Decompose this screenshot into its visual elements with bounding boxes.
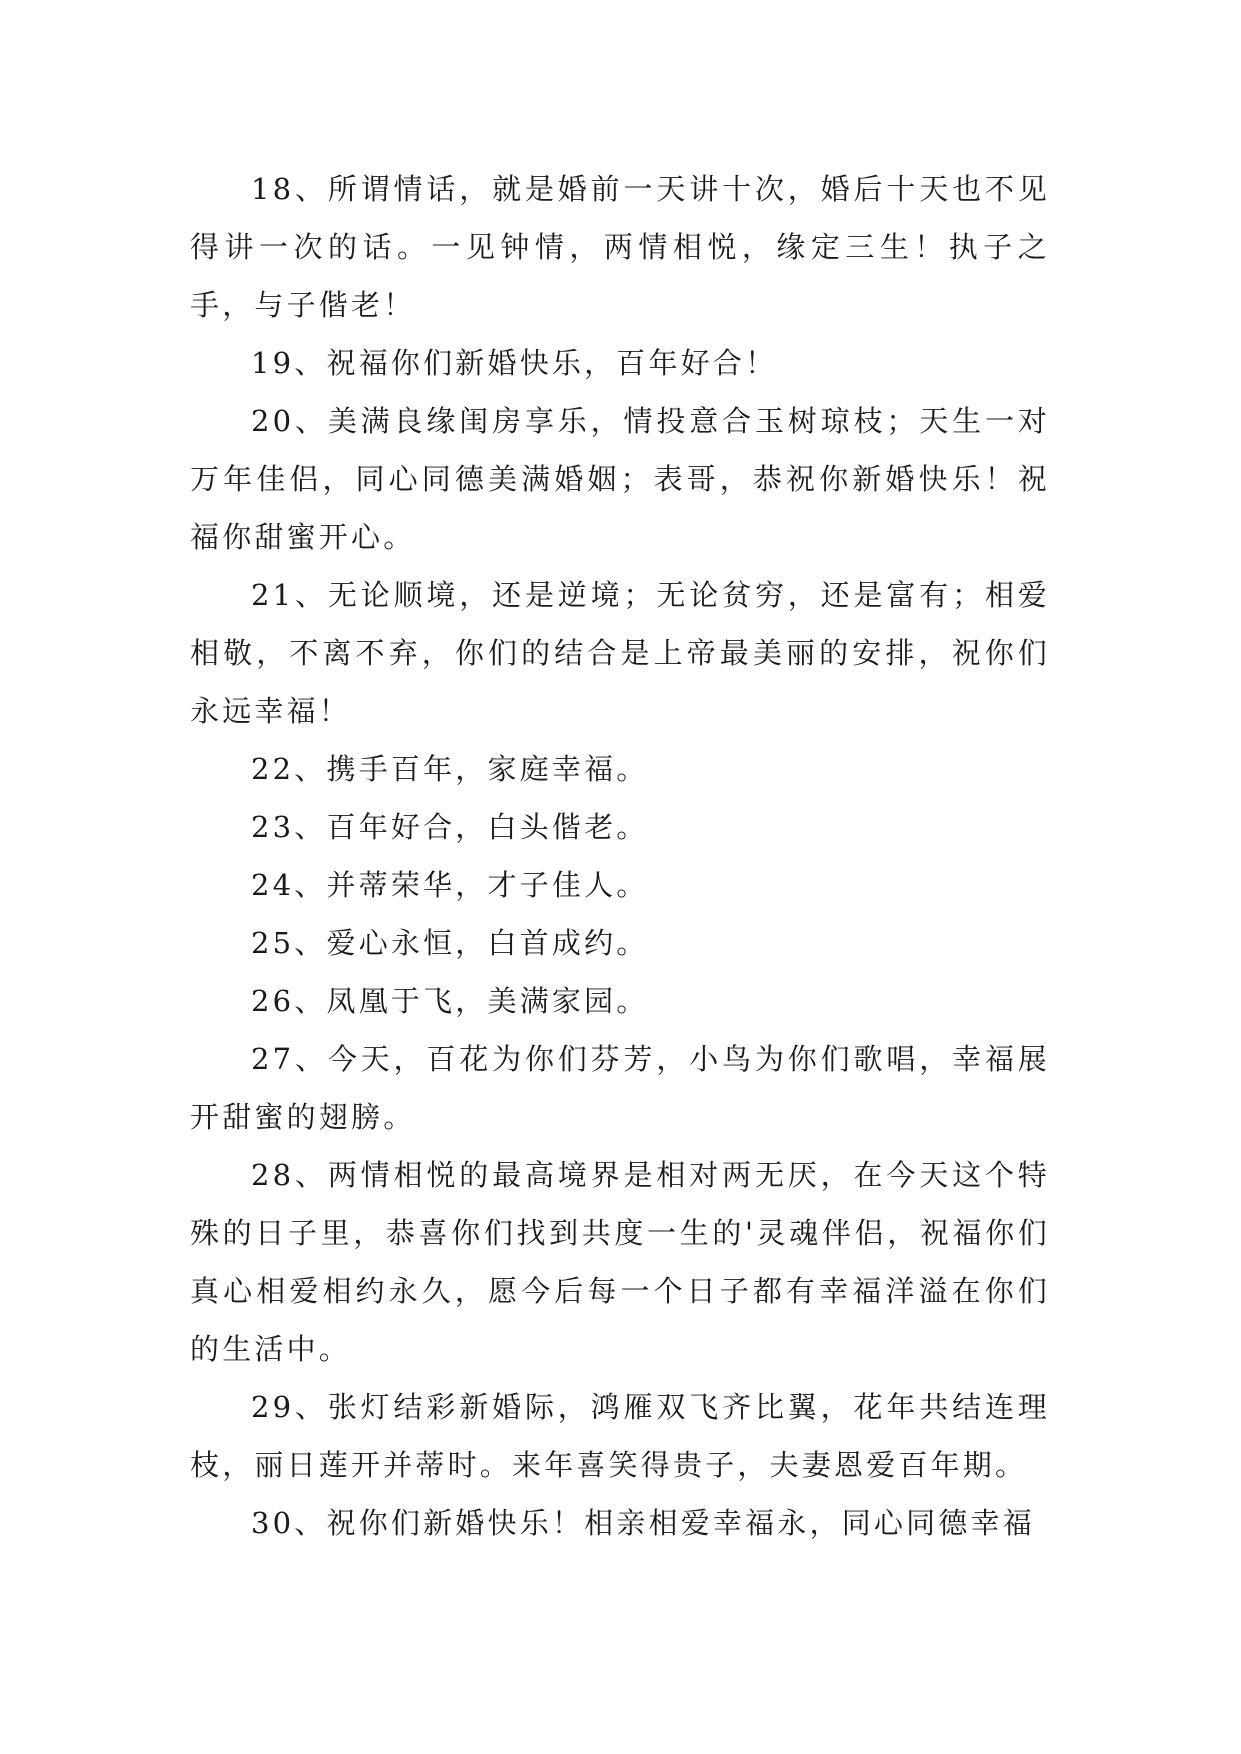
paragraph-22: 22、携手百年，家庭幸福。 [251,752,649,786]
paragraph-18: 18、所谓情话，就是婚前一天讲十次，婚后十天也不见得讲一次的话。一见钟情，两情相悦，缘定三生！执子之手，与子偕老！ [190,172,1050,322]
paragraph-23: 23、百年好合，白头偕老。 [251,810,649,844]
paragraph-29: 29、张灯结彩新婚际，鸿雁双飞齐比翼，花年共结连理枝，丽日莲开并蒂时。来年喜笑得贵子，夫妻恩爱百年期。 [190,1390,1050,1482]
paragraph-24: 24、并蒂荣华，才子佳人。 [251,868,649,902]
document-page [190,160,1050,1552]
paragraph-26: 26、凤凰于飞，美满家园。 [251,984,649,1018]
paragraph-19: 19、祝福你们新婚快乐，百年好合！ [251,346,778,380]
paragraph-30: 30、祝你们新婚快乐！相亲相爱幸福永，同心同德幸福 [251,1506,1035,1540]
paragraph-25: 25、爱心永恒，白首成约。 [251,926,649,960]
paragraph-20: 20、美满良缘闺房享乐，情投意合玉树琼枝；天生一对万年佳侣，同心同德美满婚姻；表哥，恭祝你新婚快乐！祝福你甜蜜开心。 [190,404,1050,554]
paragraph-21: 21、无论顺境，还是逆境；无论贫穷，还是富有；相爱相敬，不离不弃，你们的结合是上帝最美丽的安排，祝你们永远幸福！ [190,578,1050,728]
paragraph-27: 27、今天，百花为你们芬芳，小鸟为你们歌唱，幸福展开甜蜜的翅膀。 [190,1042,1050,1134]
paragraph-28: 28、两情相悦的最高境界是相对两无厌，在今天这个特殊的日子里，恭喜你们找到共度一生的'灵魂伴侣，祝福你们真心相爱相约永久，愿今后每一个日子都有幸福洋溢在你们的生活中。 [190,1158,1050,1366]
